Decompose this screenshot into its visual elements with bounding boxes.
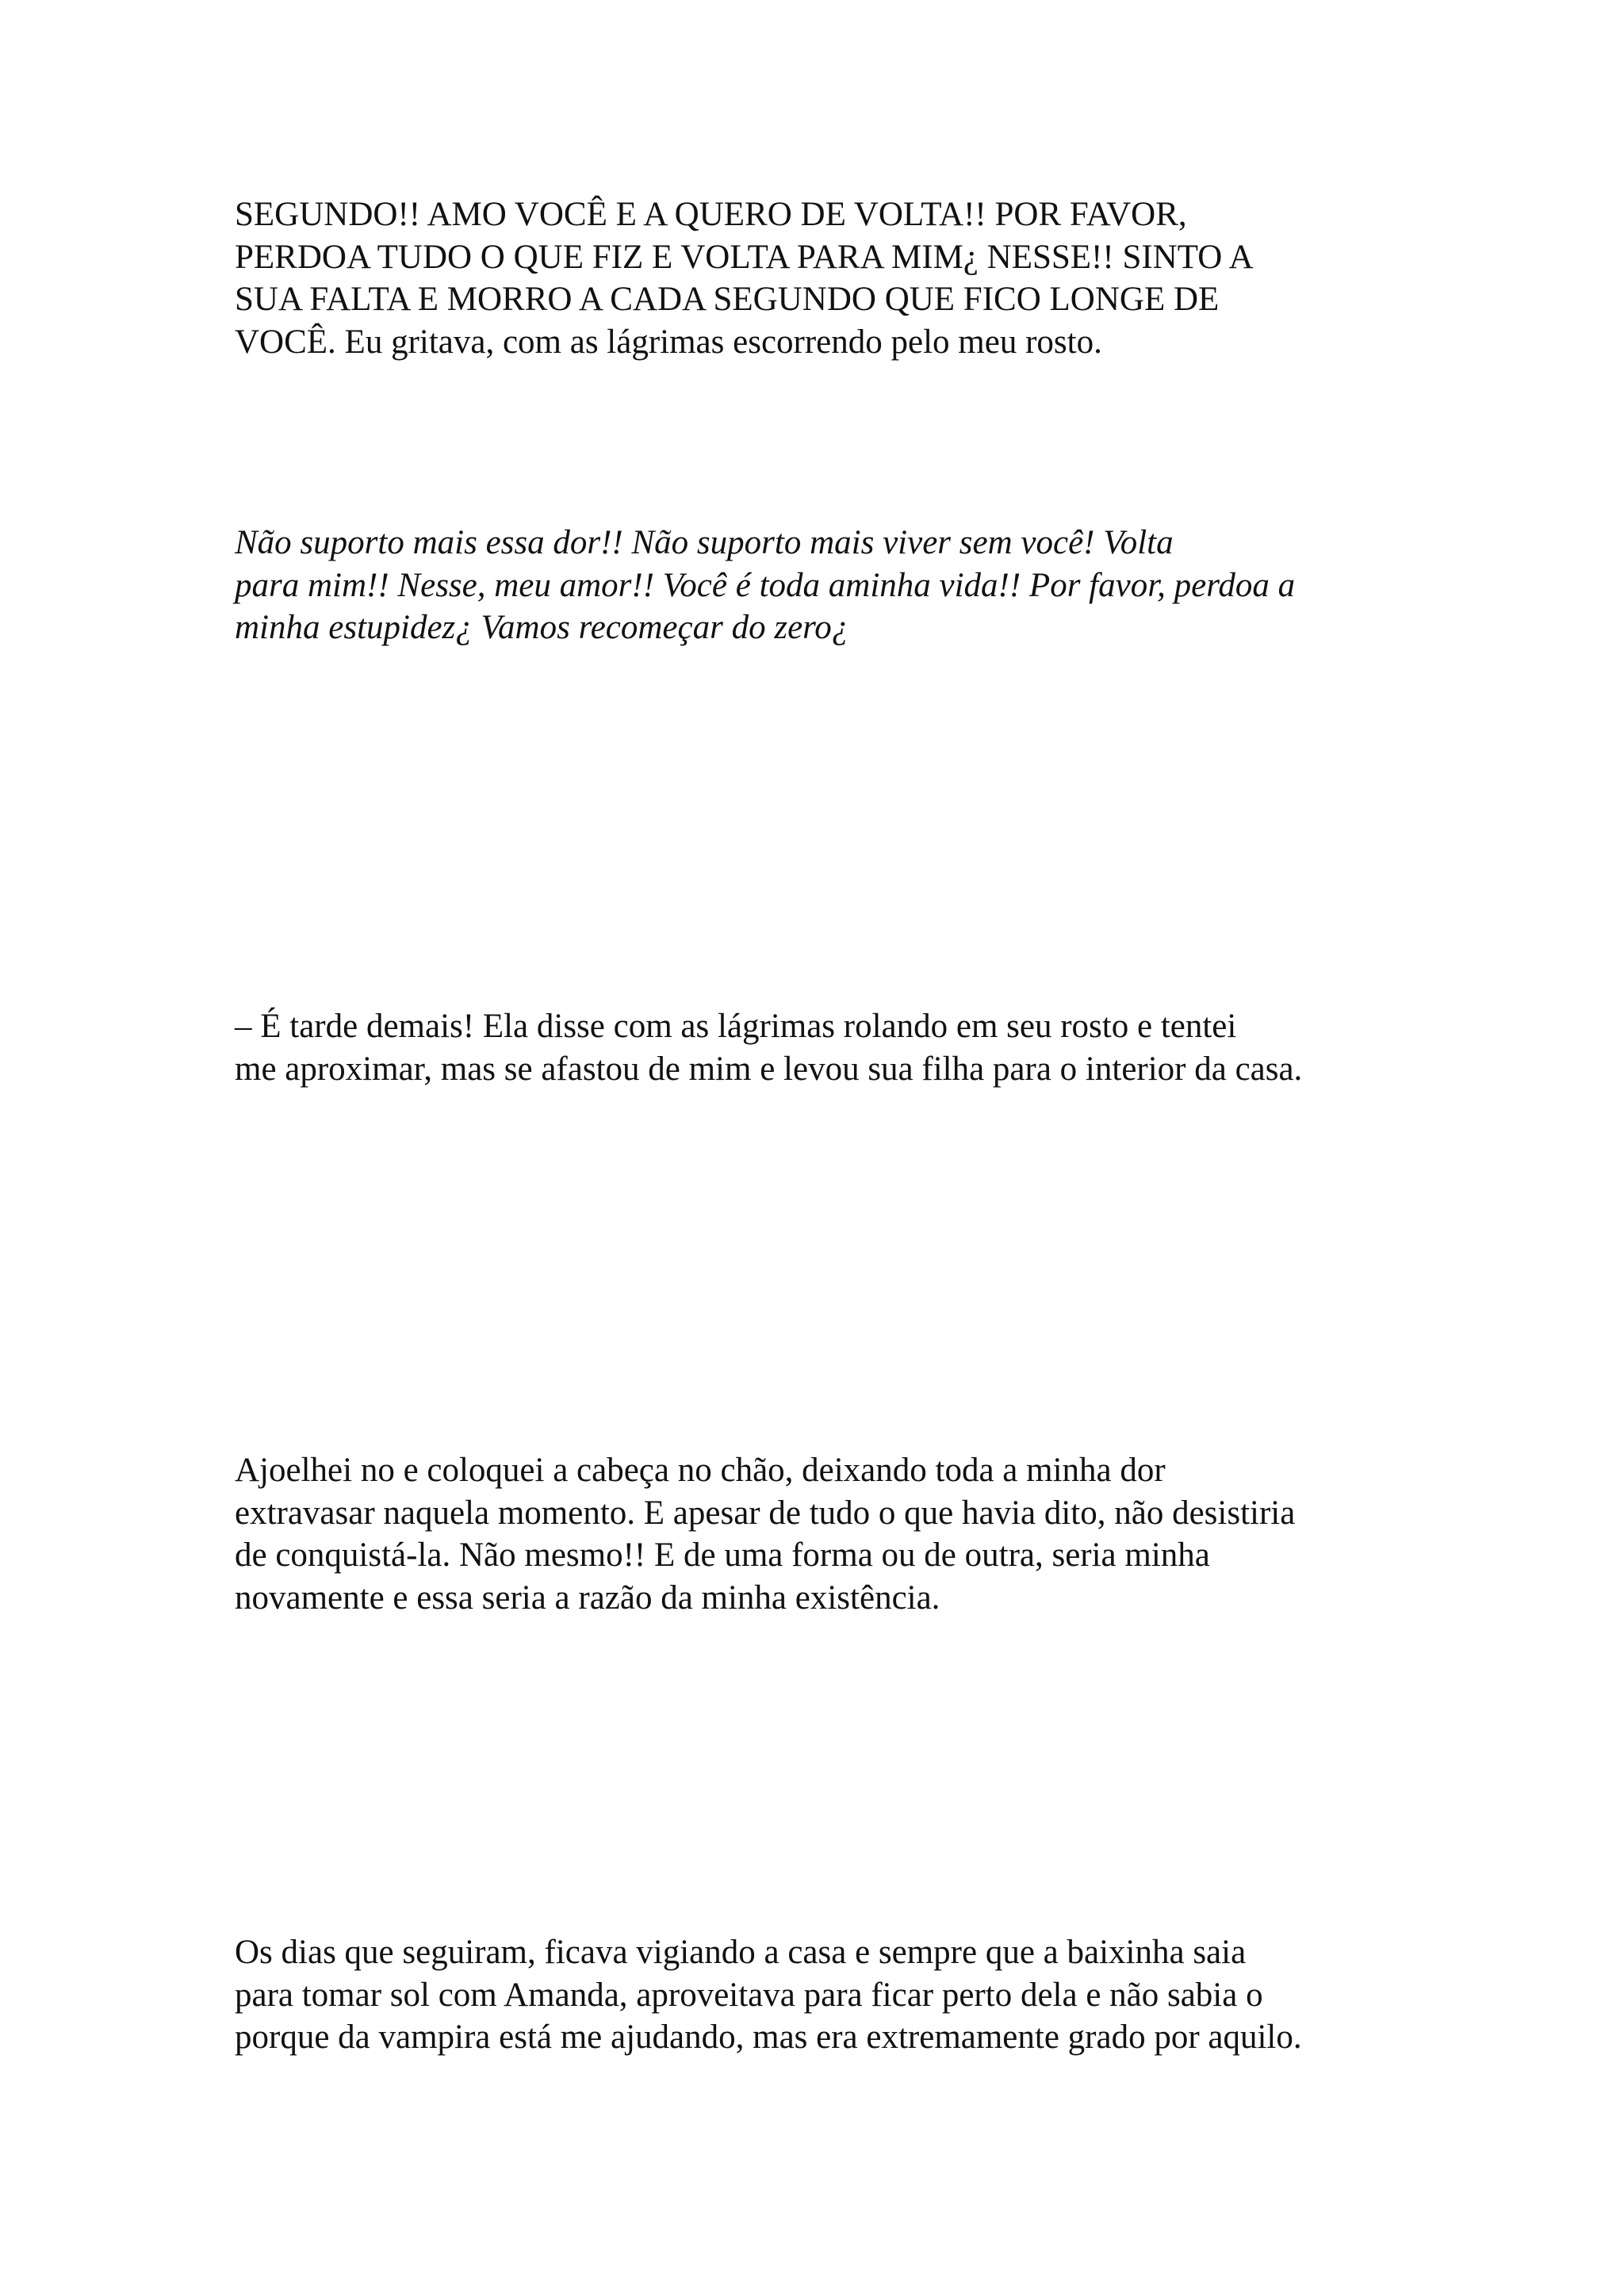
paragraph-2-italic: Não suporto mais essa dor!! Não suporto mais viver sem você! Volta para mim!! Nesse, meu amor!! Você é toda aminha vida!! Por favor, perdoa a minha estupidez¿ Vamos recomeçar do zero¿ (235, 524, 1296, 646)
paragraph-4: Ajoelhei no e coloquei a cabeça no chão, deixando toda a minha dor extravasar naquela momento. E apesar de tudo o que havia dito, não desistiria de conquistá-la. Não mesmo!! E de uma forma ou de outra, seria minha novamente e essa seria a razão da minha existência. (235, 1452, 1296, 1617)
paragraph-3: – É tarde demais! Ela disse com as lágrimas rolando em seu rosto e tentei me aproximar, mas se afastou de mim e levou sua filha para o interior da casa. (235, 1008, 1303, 1088)
paragraph-5: Os dias que seguiram, ficava vigiando a casa e sempre que a baixinha saia para tomar sol com Amanda, aproveitava para ficar perto dela e não sabia o porque da vampira está me ajudando, mas era extremamente grado por aquilo. (235, 1934, 1302, 2056)
paragraph-1: SEGUNDO!! AMO VOCÊ E A QUERO DE VOLTA!! POR FAVOR, PERDOA TUDO O QUE FIZ E VOLTA PARA MIM¿ NESSE!! SINTO A SUA FALTA E MORRO A CADA SEGUNDO QUE FICO LONGE DE VOCÊ. Eu gritava, com as lágrimas escorrendo pelo meu rosto. (235, 196, 1254, 361)
